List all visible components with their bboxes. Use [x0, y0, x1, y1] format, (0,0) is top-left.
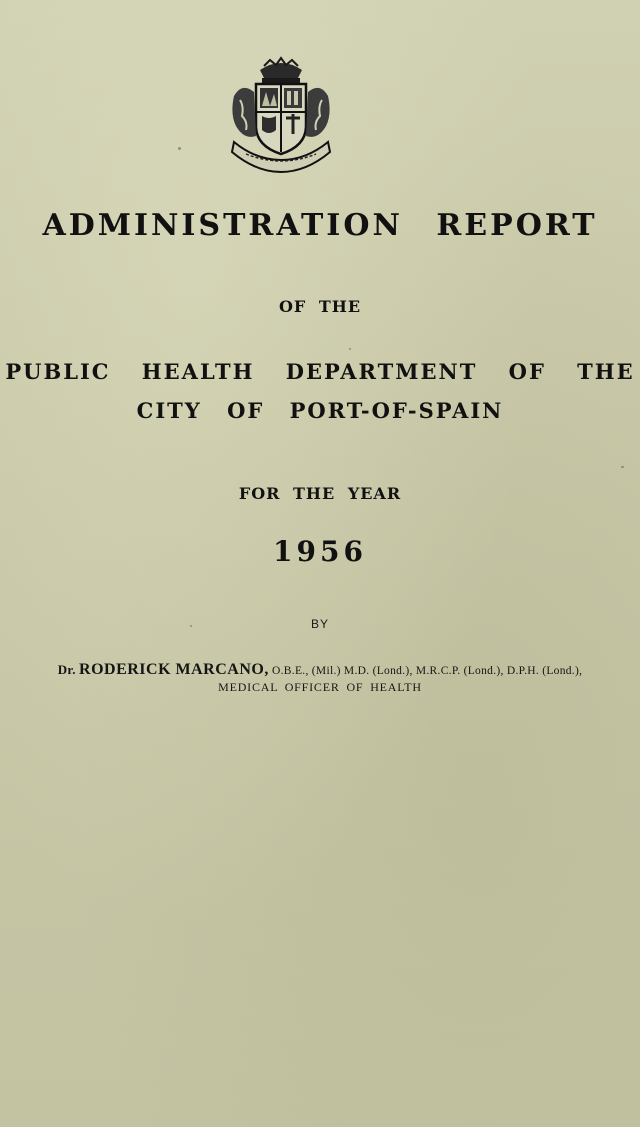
of-the-line: OF THE: [278, 297, 362, 316]
for-the-year-line: FOR THE YEAR: [238, 484, 402, 503]
paper-speck: [621, 466, 624, 468]
author-line: [0, 661, 640, 679]
paper-speck: [190, 625, 192, 627]
department-line: PUBLIC HEALTH DEPARTMENT OF THE: [5, 359, 635, 384]
report-title: ADMINISTRATION REPORT: [42, 208, 598, 243]
author-qualifications: O.B.E., (Mil.) M.D. (Lond.), M.R.C.P. (Lond.), D.P.H. (Lond.),: [272, 665, 583, 677]
author-prefix: Dr.: [57, 662, 76, 677]
author-role: MEDICAL OFFICER OF HEALTH: [218, 680, 422, 694]
by-line: BY: [310, 617, 329, 631]
city-line: CITY OF PORT-OF-SPAIN: [136, 398, 504, 423]
coat-of-arms-icon: [226, 56, 336, 176]
paper-speck: [178, 147, 181, 150]
author-name: RODERICK MARCANO,: [79, 661, 269, 678]
paper-speck: [349, 348, 351, 350]
report-year: 1956: [273, 535, 367, 568]
